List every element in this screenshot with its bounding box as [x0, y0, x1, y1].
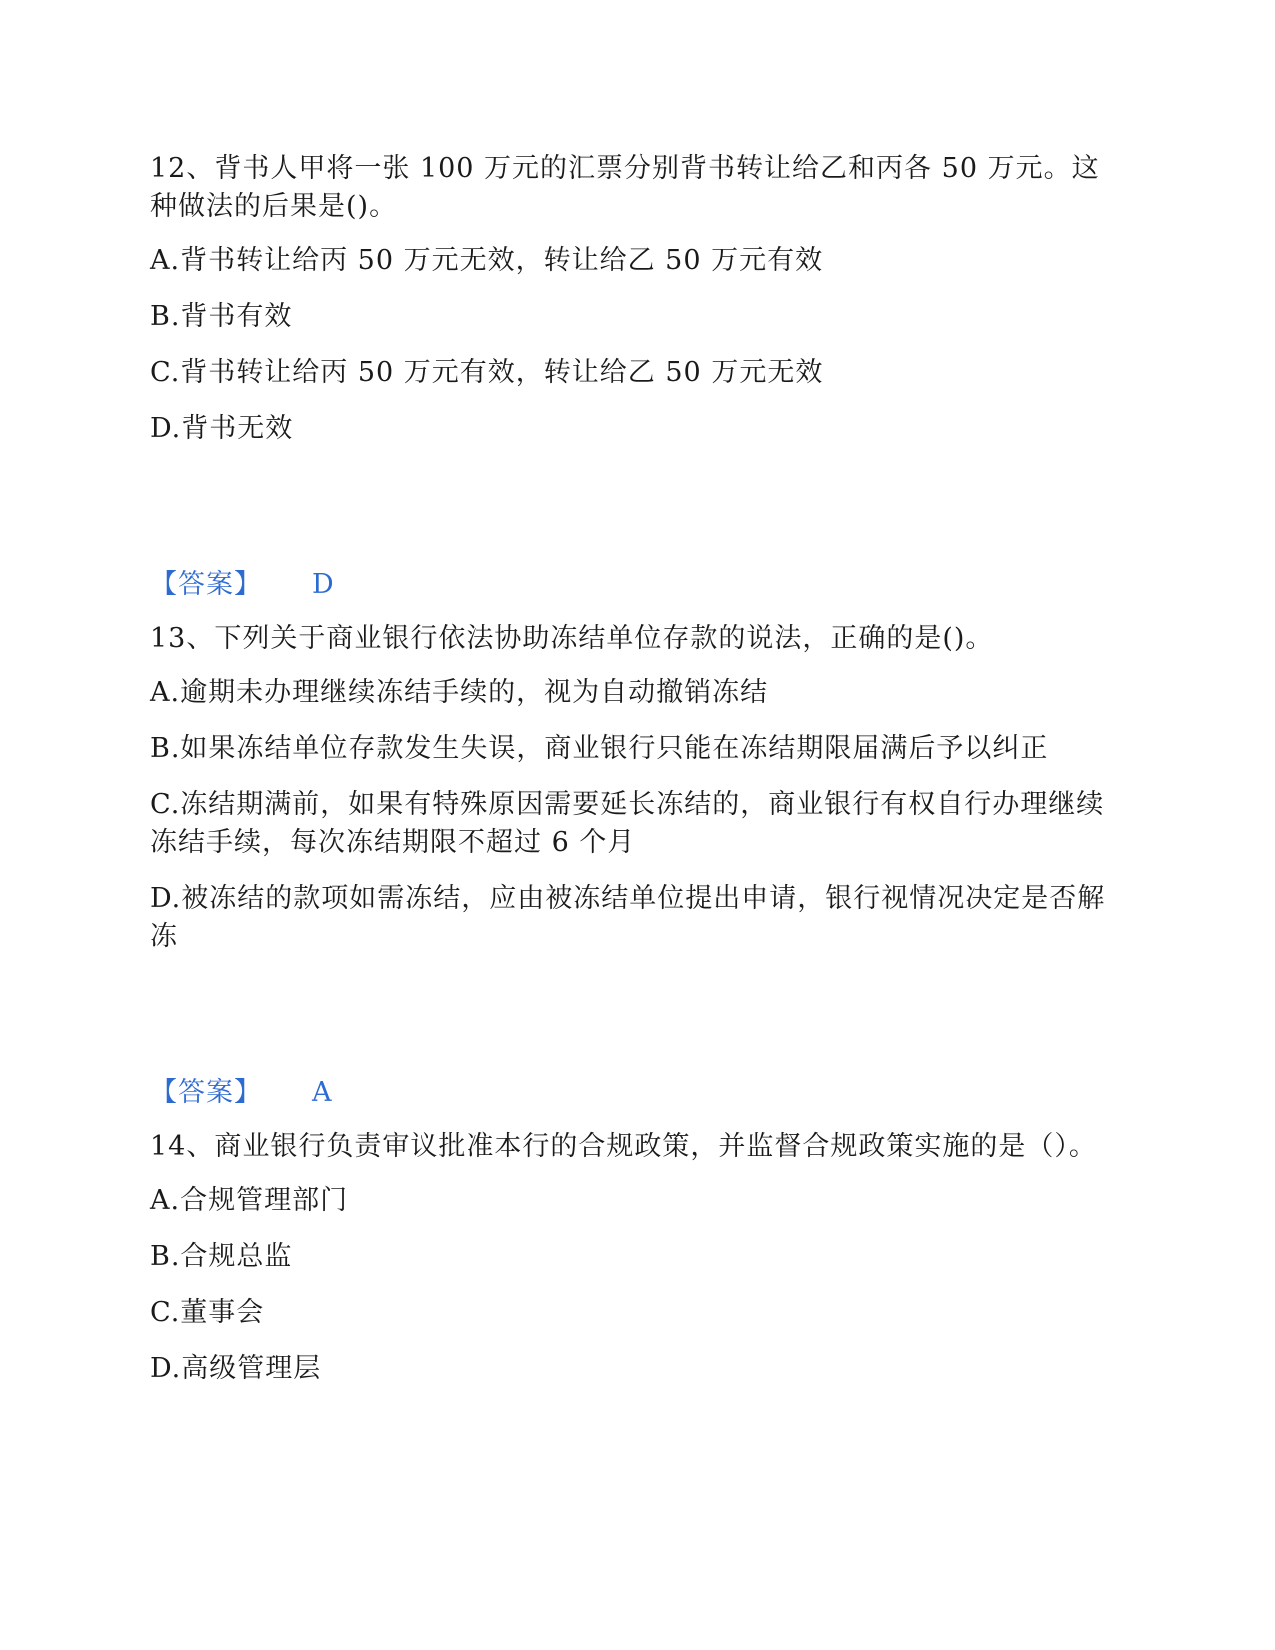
- question-block-12: [150, 150, 1110, 448]
- option-d: D.被冻结的款项如需冻结，应由被冻结单位提出申请，银行视情况决定是否解冻: [150, 883, 1106, 952]
- answer-label: 【答案】: [150, 1077, 262, 1108]
- answer-label: 【答案】: [150, 569, 262, 600]
- question-stem: 13、下列关于商业银行依法协助冻结单位存款的说法，正确的是()。: [150, 623, 994, 654]
- option-a: A.逾期未办理继续冻结手续的，视为自动撤销冻结: [150, 677, 769, 708]
- option-a: A.背书转让给丙 50 万元无效，转让给乙 50 万元有效: [150, 245, 824, 276]
- option-b: B.背书有效: [150, 301, 293, 332]
- option-b: B.合规总监: [150, 1241, 293, 1272]
- answer-value: D: [312, 569, 334, 600]
- question-stem: 12、背书人甲将一张 100 万元的汇票分别背书转让给乙和丙各 50 万元。这种做法的后果是()。: [150, 153, 1100, 222]
- option-d: D.背书无效: [150, 413, 294, 444]
- option-a: A.合规管理部门: [150, 1185, 349, 1216]
- document-page: [150, 150, 1110, 1406]
- option-b: B.如果冻结单位存款发生失误，商业银行只能在冻结期限届满后予以纠正: [150, 733, 1049, 764]
- answer-value: A: [312, 1077, 332, 1108]
- spacer: [150, 466, 1110, 566]
- answer-row-12: [150, 566, 1110, 604]
- option-c: C.冻结期满前，如果有特殊原因需要延长冻结的，商业银行有权自行办理继续冻结手续，每次冻结期限不超过 6 个月: [150, 789, 1105, 858]
- question-block-13: [150, 620, 1110, 956]
- question-block-14: [150, 1128, 1110, 1388]
- question-stem: 14、商业银行负责审议批准本行的合规政策，并监督合规政策实施的是（）。: [150, 1131, 1097, 1162]
- spacer: [150, 974, 1110, 1074]
- answer-row-13: [150, 1074, 1110, 1112]
- option-c: C.背书转让给丙 50 万元有效，转让给乙 50 万元无效: [150, 357, 824, 388]
- option-c: C.董事会: [150, 1297, 265, 1328]
- option-d: D.高级管理层: [150, 1353, 322, 1384]
